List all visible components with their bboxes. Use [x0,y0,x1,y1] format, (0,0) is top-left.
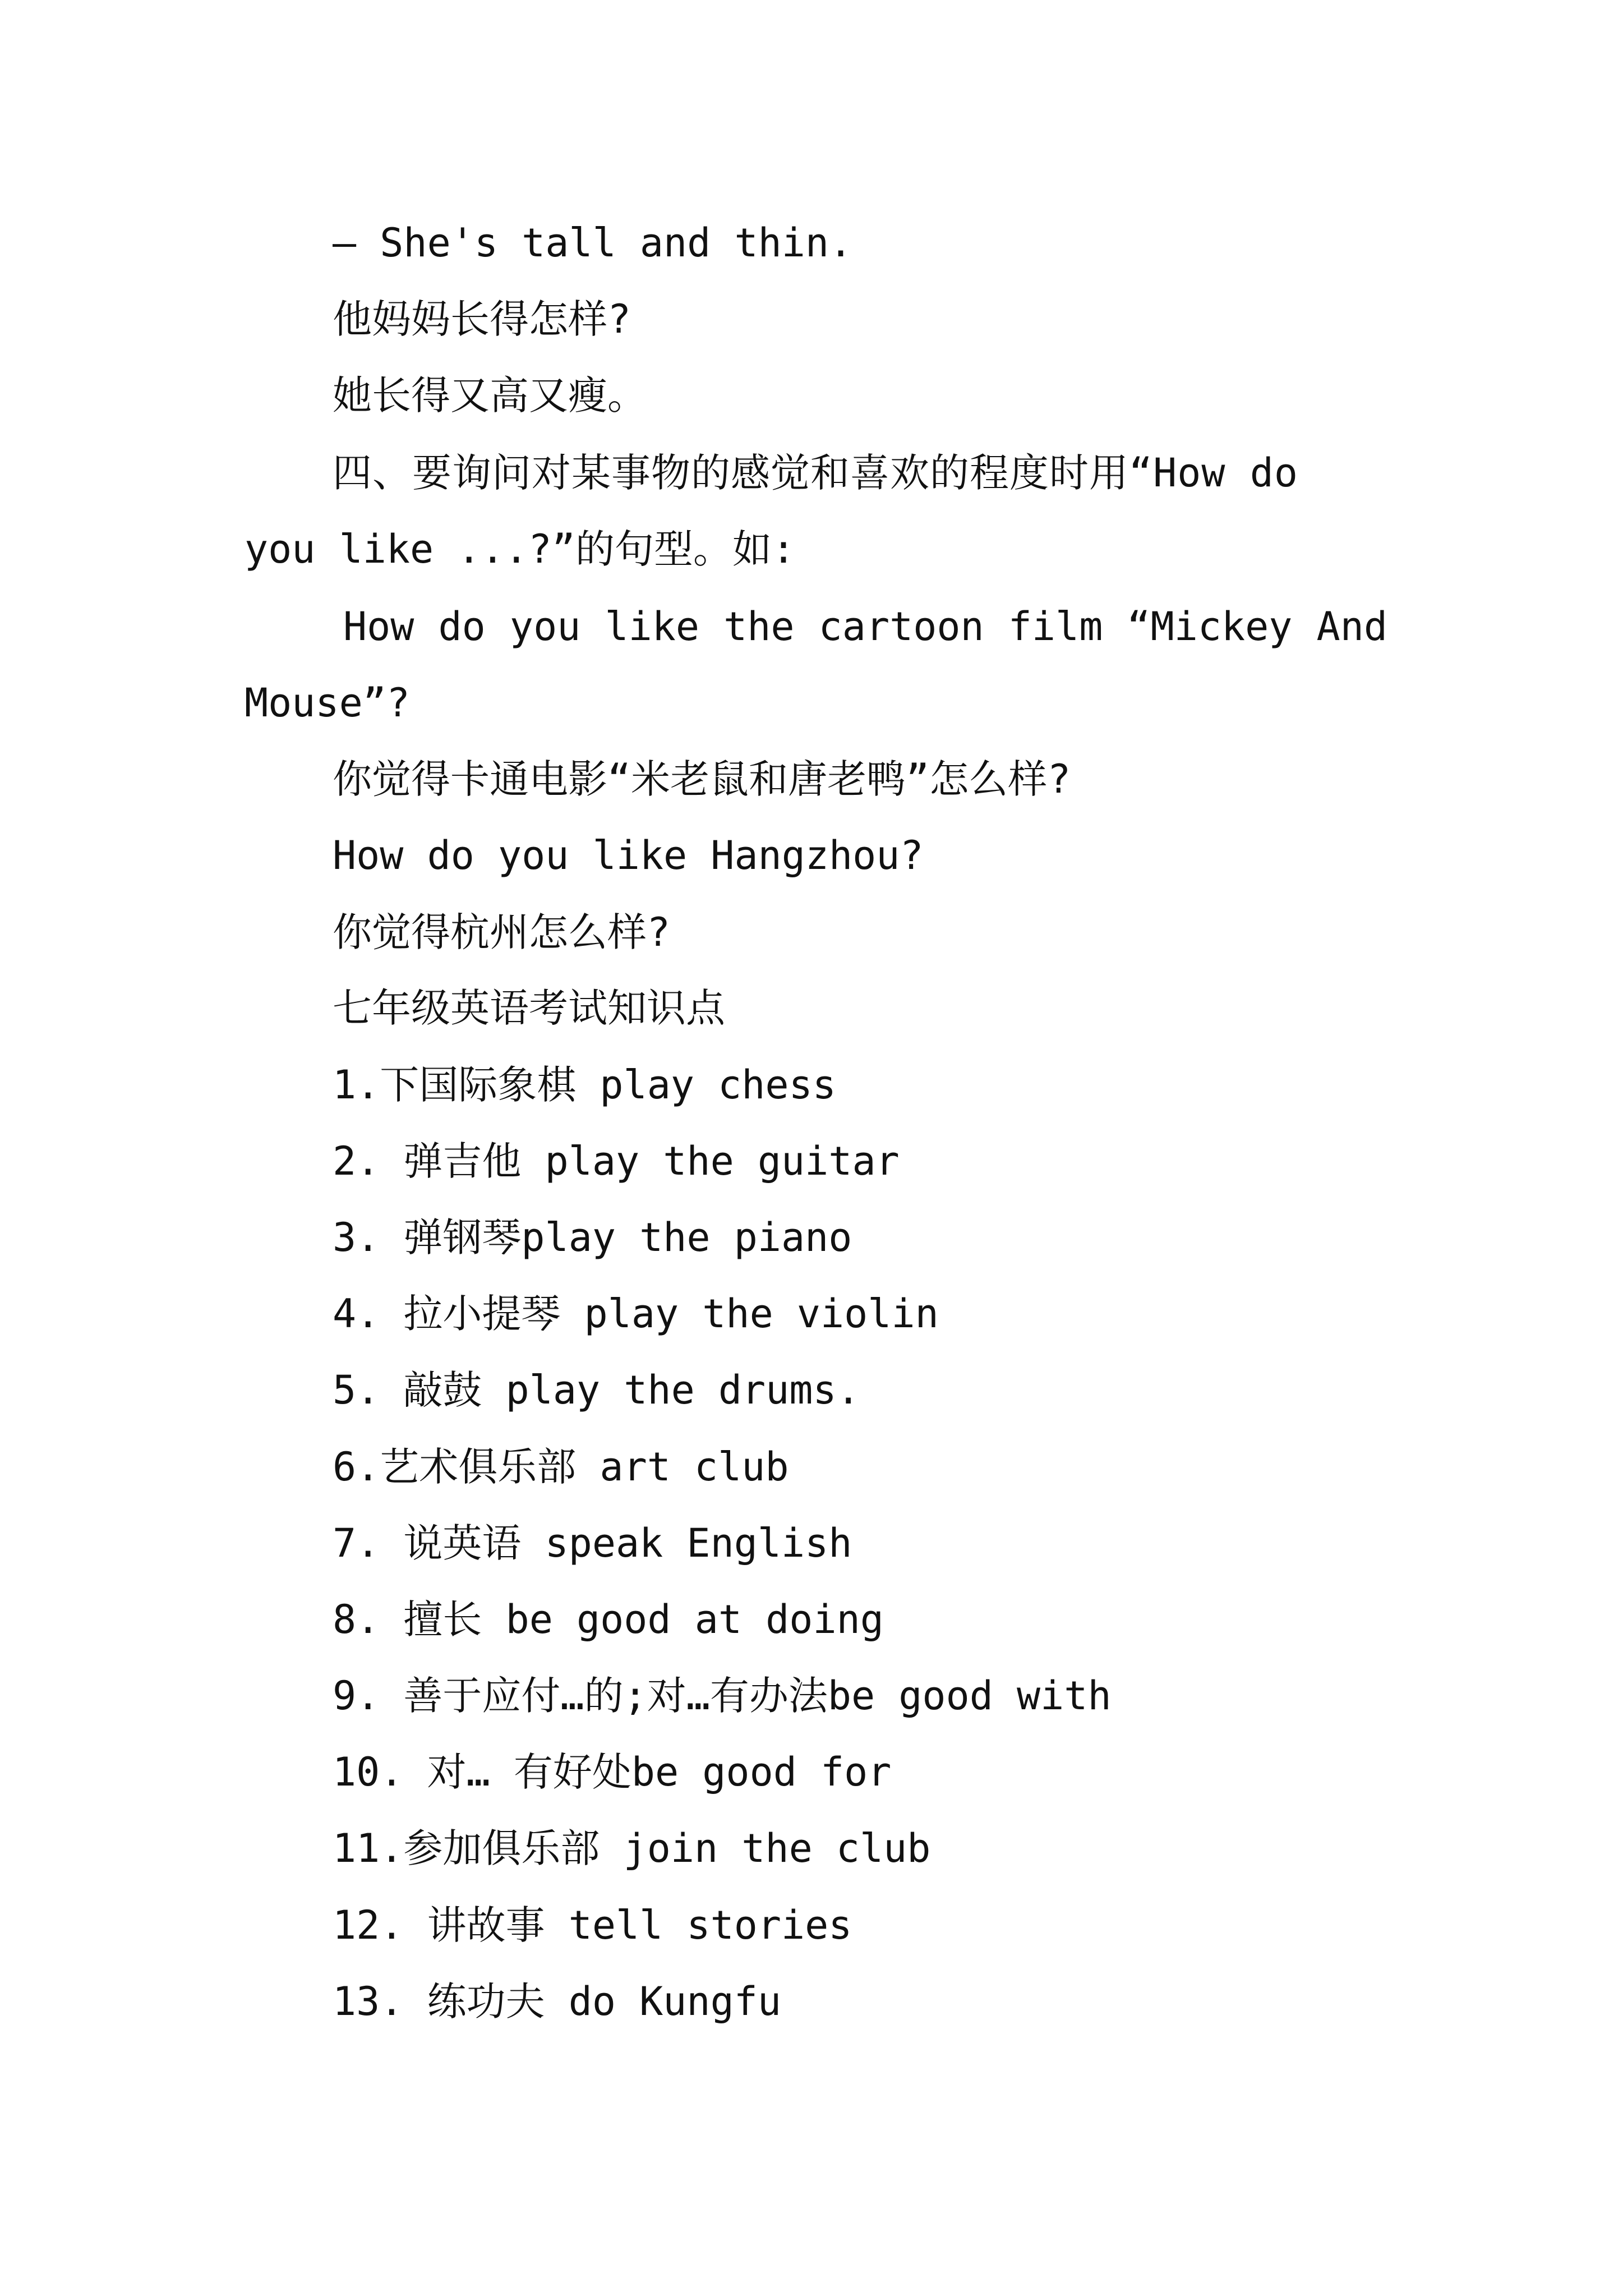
example-word: like [605,604,700,650]
list-item: 7. 说英语 speak English [333,1520,852,1566]
example-translation-two: 你觉得杭州怎么样? [333,909,671,955]
example-word: And [1316,604,1387,650]
list-item: 2. 弹吉他 play the guitar [333,1138,900,1184]
dialogue-answer-line: — She's tall and thin. [333,220,853,266]
example-word: “Mickey [1127,604,1293,650]
example-sentence-line [343,604,1387,650]
example-sentence-two: How do you like Hangzhou? [333,832,924,878]
example-word: do [438,604,486,650]
list-item: 6.艺术俱乐部 art club [333,1444,789,1490]
example-word: film [1008,604,1103,650]
example-word: the [723,604,795,650]
chinese-translation-answer: 她长得又高又瘦。 [333,372,647,418]
list-item: 9. 善于应付…的;对…有办法be good with [333,1673,1112,1719]
section-four-heading-continued: you like ...?”的句型。如: [245,526,796,572]
knowledge-points-title: 七年级英语考试知识点 [333,985,725,1031]
list-item: 13. 练功夫 do Kungfu [333,1978,782,2024]
example-word: How [343,604,414,650]
list-item: 3. 弹钢琴play the piano [333,1214,852,1260]
example-word: cartoon [818,604,984,650]
example-translation: 你觉得卡通电影“米老鼠和唐老鸭”怎么样? [333,756,1071,802]
list-item: 12. 讲故事 tell stories [333,1902,852,1948]
list-item: 1.下国际象棋 play chess [333,1062,836,1108]
list-item: 11.参加俱乐部 join the club [333,1825,931,1871]
list-item: 5. 敲鼓 play the drums. [333,1367,860,1413]
example-sentence-continued: Mouse”? [245,680,411,726]
chinese-translation-question: 他妈妈长得怎样? [333,296,631,342]
example-word: you [509,604,581,650]
list-item: 10. 对… 有好处be good for [333,1749,892,1795]
list-item: 4. 拉小提琴 play the violin [333,1291,939,1337]
section-four-heading: 四、要询问对某事物的感觉和喜欢的程度时用“How do [333,450,1299,496]
list-item: 8. 擅长 be good at doing [333,1596,884,1642]
